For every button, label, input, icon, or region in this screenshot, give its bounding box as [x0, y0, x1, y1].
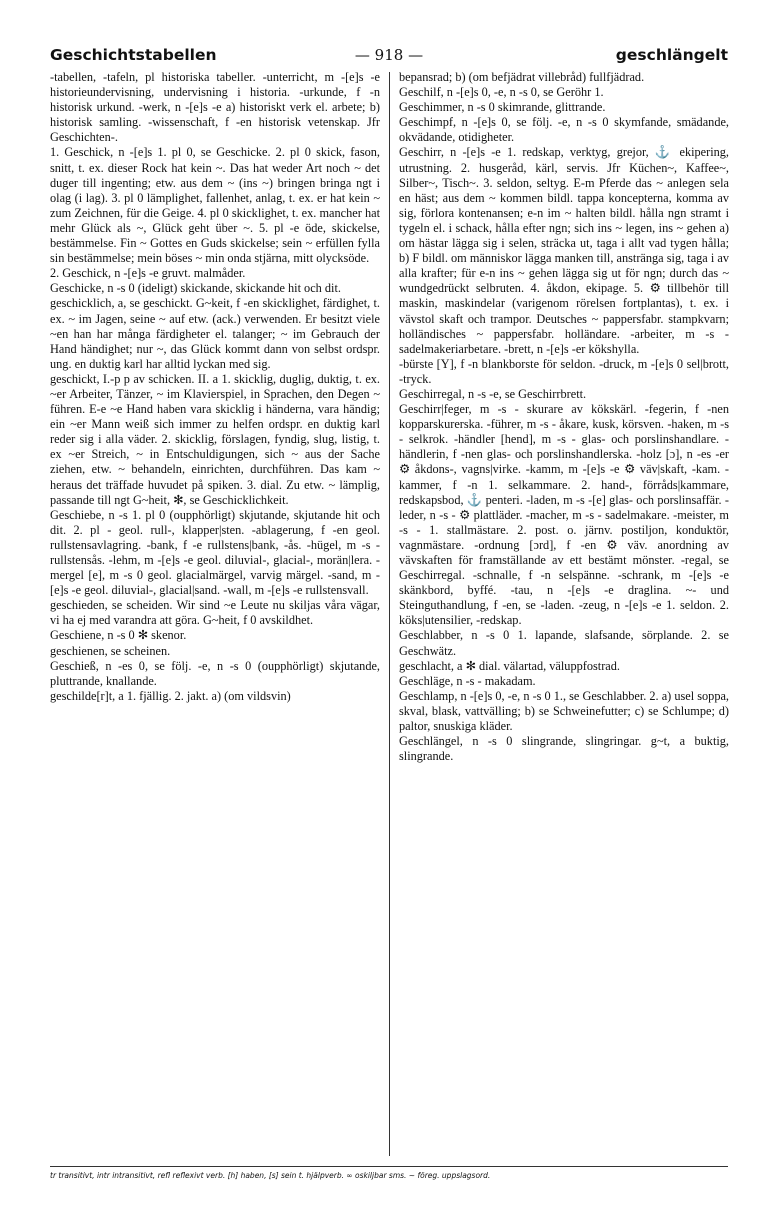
- page-header: [50, 38, 728, 66]
- dictionary-page: [50, 38, 728, 1210]
- dictionary-entry: geschickt, I.-p p av schicken. II. a 1. skicklig, duglig, duktig, t. ex. ~er Arbeiter, Tänzer, ~ im Klavierspiel, in Sprachen, den Degen ~ führen. E-e ~e Hand haben vara skicklig i händerna, vara händig; ein ~er Mann weiß sich immer zu helfen ordspr. en duktig karl reder sig i alla väder. 2. skicklig, förslagen, fyndig, slug, listig, t. ex ~er Streich, ~ in Entschuldigungen, sich ~ aus der Sache ziehen, etw. ~ behandeln, einrichten, durchführen. Das kam ~ heraus det träffade huvudet på spiken. 3. dial. Zu etw. ~ lämplig, passande till ngt G~heit, ✻, se Geschicklichkeit.: [50, 371, 380, 507]
- header-left-keyword: Geschichtstabellen: [50, 46, 217, 64]
- dictionary-entry: Geschlamp, n -[e]s 0, -e, n -s 0 1., se Geschlabber. 2. a) usel soppa, skval, blask, vattvälling; b) se Schweinefutter; c) se Schlumpe; d) paltor, snuskiga kläder.: [399, 688, 729, 734]
- dictionary-entry: Geschirr, n -[e]s -e 1. redskap, verktyg, grejor, ⚓ ekipering, utrustning. 2. husgeråd, kärl, servis. Jfr Küchen~, Kaffee~, Silber~, Tisch~. 3. seldon, seltyg. E-m Pferde das ~ anlegen sela en häst; aus dem ~ kommen bildl. tappa koncepterna, komma av sig, förlora kontenansen; e-n im ~ halten bildl. hålla ngn stramt i tygeln el. i schack, hålla efter ngn; sich ins ~ legen, ins ~ gehen a) om hästar lägga sig i selen, sträcka ut, taga i allt vad tygen hålla; b) F bildl. om människor lägga manken till, anstränga sig, taga i av alla krafter; für e-n ins ~ gehen lägga sig ut för ngn; durch das ~ wundgedrückt selbruten. 4. åkdon, ekipage. 5. ⚙ tillbehör till maskin, maskindelar (varigenom rörelsen fortplantas), t. ex. i vävstol skaft och trampor. Deutsches ~ pappersfabr. stampkvarn; holländisches ~ pappersfabr. holländare. -arbeiter, m -s - sadelmakeriarbetare. -brett, n -[e]s -er kökshylla.: [399, 145, 729, 356]
- dictionary-entry: Geschläge, n -s - makadam.: [399, 673, 536, 688]
- left-column: [50, 70, 380, 704]
- dictionary-entry: Geschieß, n -es 0, se följ. -e, n -s 0 (oupphörligt) skjutande, pluttrande, knallande.: [50, 658, 380, 688]
- dictionary-entry: Geschiebe, n -s 1. pl 0 (oupphörligt) skjutande, skjutande hit och dit. 2. pl - geol. rull-, klapper|sten. -ablagerung, f -en geol. rullstensavlagring. -bank, f -e rullstens|bank, -ås. -hügel, m -s - rullstensås. -lehm, m -[e]s -e geol. diluvial-, glacial-, morän|lera. -mergel [e], m -s 0 geol. glacialmärgel, varvig märgel. -sand, m -[e]s -e geol. diluvial-, glacial|sand. -wall, m -[e]s -e rullstensvall.: [50, 507, 380, 598]
- dictionary-entry: Geschirr|feger, m -s - skurare av kökskärl. -fegerin, f -nen kopparskurerska. -führer, m -s - åkare, kusk, körsven. -haken, m -s - selkrok. -händler [hend], m -s - glas- och porslinshandlare. -händlerin, f -nen glas- och porslinshandlerska. -holz [ɔ], n -es -er ⚙ åkdons-, vagns|virke. -kamm, m -[e]s -e ⚙ väv|skaft, -kam. -kammer, f -n 1. selkammare. 2. hand-, förråds|kammare, redskapsbod, ⚓ penteri. -laden, m -s -[e] glas- och porslinsaffär. -leder, n -s - ⚙ plattläder. -macher, m -s - sadelmakare. -meister, m -s - 1. stallmästare. 2. post. o. järnv. postiljon, konduktör, vagnmästare. -ordnung [ɔrd], f -en ⚙ väv. anordning av vävskaften för framställande av ett bestämt mönster. -regal, se Geschirregal. -schnalle, f -n selspänne. -schrank, m -[e]s -e skänkbord, byffé. -tau, n -[e]s -e draglina. ~- und Steinguthandlung, f -en, se -laden. -zeug, n -[e]s -e 1. seldon. 2. köks|utensilier, -redskap.: [399, 402, 729, 628]
- dictionary-entry: Geschlängel, n -s 0 slingrande, slingringar. g~t, a buktig, slingrande.: [399, 734, 729, 764]
- dictionary-entry: bepansrad; b) (om befjädrat villebråd) fullfjädrad.: [399, 70, 645, 84]
- dictionary-entry: geschienen, se scheinen.: [50, 643, 171, 658]
- dictionary-entry: -bürste [Y], f -n blankborste för seldon. -druck, m -[e]s 0 sel|brott, -tryck.: [399, 356, 729, 386]
- right-column: [399, 70, 729, 764]
- dictionary-entry: geschieden, se scheiden. Wir sind ~e Leute nu skiljas våra vägar, vi ha ej med varandra att göra. G~heit, f 0 avskildhet.: [50, 598, 380, 628]
- dictionary-entry: Geschicke, n -s 0 (ideligt) skickande, skickande hit och dit.: [50, 281, 341, 296]
- dictionary-entry: Geschlabber, n -s 0 1. lapande, slafsande, sörplande. 2. se Geschwätz.: [399, 628, 729, 658]
- columns: [50, 70, 728, 1158]
- dictionary-entry: -tabellen, -tafeln, pl historiska tabeller. -unterricht, m -[e]s -e historieundervisning, undervisning i historia. -urkunde, f -n historisk urkund. -werk, n -[e]s -e a) historiskt verk el. arbete; b) historisk samling. -wissenschaft, f -en historisk vetenskap. Jfr Geschichten-.: [50, 70, 380, 145]
- dictionary-entry: Geschilf, n -[e]s 0, -e, n -s 0, se Geröhr 1.: [399, 85, 604, 100]
- dictionary-entry: 2. Geschick, n -[e]s -e gruvt. malmåder.: [50, 266, 246, 281]
- dictionary-entry: Geschimmer, n -s 0 skimrande, glittrande.: [399, 100, 606, 115]
- header-right-keyword: geschlängelt: [615, 46, 728, 64]
- page-number: — 918 —: [354, 46, 424, 64]
- dictionary-entry: 1. Geschick, n -[e]s 1. pl 0, se Geschicke. 2. pl 0 skick, fason, snitt, t. ex. dieser Rock hat kein ~. Das hat weder Art noch ~ det duger till ingenting; etw. aus dem ~ (ins ~) bringen bringa ngt i olag (i lag). 3. pl 0 lämplighet, fallenhet, anlag, t. ex. er hat kein ~ zum Zeichnen, für die Geige. 4. pl 0 skicklighet, t. ex. mancher hat mehr Glück als ~, Glück geht über ~. 5. pl -e öde, skickelse, bestämmelse. Fin ~ Gottes en Guds skickelse; sein ~ erfüllen fylla sin bestämmelse; mein böses ~ min onda stjärna, mitt olycksöde.: [50, 145, 380, 266]
- dictionary-entry: Geschirregal, n -s -e, se Geschirrbrett.: [399, 386, 587, 401]
- dictionary-entry: geschicklich, a, se geschickt. G~keit, f -en skicklighet, färdighet, t. ex. ~ im Jagen, seine ~ auf etw. (ack.) verwenden. Er besitzt viele ~en han har många färdigheter el. talanger; ~ im Gebrauch der Hand händighet; nur ~, das Glück kommt dann von selbst ordspr. ung. en duktig karl har alltid lyckan med sig.: [50, 296, 380, 371]
- dictionary-entry: geschlacht, a ✻ dial. välartad, väluppfostrad.: [399, 658, 620, 673]
- dictionary-entry: Geschiene, n -s 0 ✻ skenor.: [50, 628, 187, 643]
- dictionary-entry: geschilde[r]t, a 1. fjällig. 2. jakt. a) (om vildsvin): [50, 688, 291, 703]
- abbreviation-footer: tr transitivt, intr intransitivt, refl reflexivt verb. [h] haben, [s] sein t. hjälpverb. ∞ oskiljbar sms. ~ föreg. uppslagsord.: [50, 1166, 728, 1180]
- dictionary-entry: Geschimpf, n -[e]s 0, se följ. -e, n -s 0 skymfande, smädande, okvädande, otidigheter.: [399, 115, 729, 145]
